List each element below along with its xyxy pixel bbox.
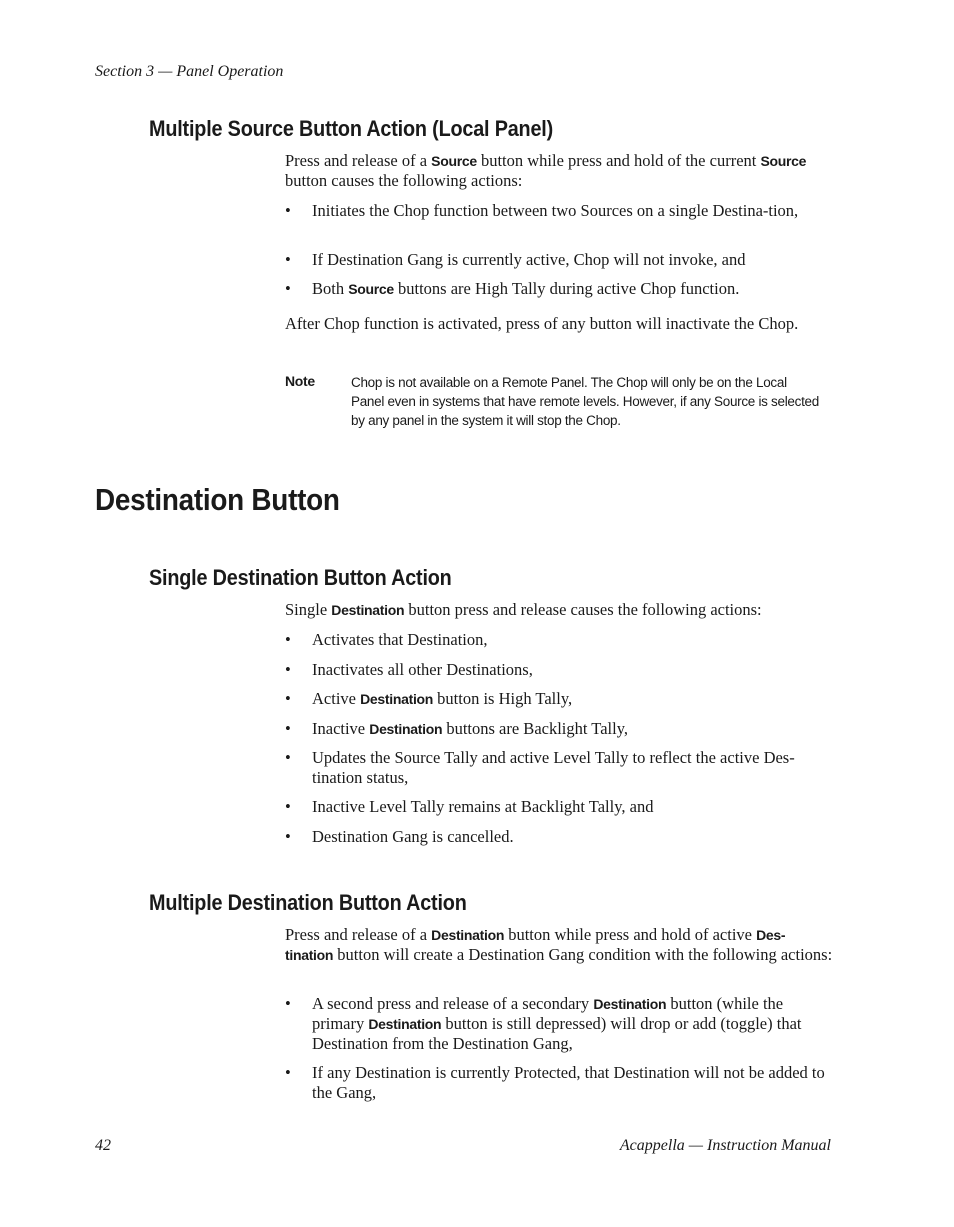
text-run: Inactive: [312, 719, 370, 738]
heading-multiple-source: Multiple Source Button Action (Local Panel): [149, 116, 554, 141]
text-run: button is High Tally,: [433, 689, 573, 708]
list-item-text: Inactive Level Tally remains at Backlight Tally, and: [312, 797, 654, 816]
text-run: button will create a Destination Gang condition with the following actions:: [333, 945, 833, 964]
msb-intro: [285, 151, 833, 191]
list-item: [285, 797, 833, 817]
bullet-icon: •: [285, 250, 291, 269]
keyword-source: Source: [348, 281, 394, 297]
bullet-icon: •: [285, 797, 291, 816]
list-item-text: If any Destination is currently Protected, that Destination will not be added to the Gang,: [312, 1063, 825, 1102]
text-run: Single: [285, 600, 332, 619]
keyword-destination: Destination: [369, 721, 443, 737]
footer-title: Acappella — Instruction Manual: [619, 1137, 831, 1154]
bullet-icon: •: [285, 1063, 291, 1082]
note-label: Note: [285, 373, 315, 389]
running-head: Section 3 — Panel Operation: [95, 63, 284, 80]
note-text: Chop is not available on a Remote Panel. The Chop will only be on the Local Panel even in systems that have remote levels. However, if any Source is selected by any panel in the system it will stop the Chop.: [351, 375, 819, 428]
text-run: Press and release of a: [285, 151, 432, 170]
keyword-destination: Des-tination: [285, 927, 786, 963]
list-item: [285, 719, 833, 739]
list-item-text: Activates that Destination,: [312, 630, 488, 649]
text-run: button press and release causes the following actions:: [404, 600, 762, 619]
keyword-destination: Destination: [593, 996, 667, 1012]
mdb-intro: [285, 925, 833, 965]
text-run: buttons are Backlight Tally,: [442, 719, 629, 738]
keyword-destination: Destination: [331, 602, 405, 618]
text-run: Active: [312, 689, 361, 708]
text-run: Both: [312, 279, 349, 298]
list-item: [285, 994, 833, 1054]
bullet-icon: •: [285, 660, 291, 679]
heading-multiple-destination: Multiple Destination Button Action: [149, 890, 467, 915]
list-item-text: Destination Gang is cancelled.: [312, 827, 514, 846]
bullet-icon: •: [285, 630, 291, 649]
list-item-text: Updates the Source Tally and active Level Tally to reflect the active Des-tination status,: [312, 748, 795, 787]
page-number: 42: [95, 1137, 111, 1154]
heading-destination-button: Destination Button: [95, 482, 340, 517]
list-item: [285, 630, 833, 650]
list-item-text: If Destination Gang is currently active, Chop will not invoke, and: [312, 250, 746, 269]
text-run: button while press and hold of active: [504, 925, 757, 944]
list-item-text: [312, 719, 833, 739]
bullet-icon: •: [285, 748, 291, 767]
msb-after: After Chop function is activated, press of any button will inactivate the Chop.: [285, 314, 799, 333]
list-item-text: Inactivates all other Destinations,: [312, 660, 533, 679]
list-item: [285, 201, 833, 221]
text-run: button (while the primary: [312, 994, 784, 1033]
bullet-icon: •: [285, 827, 291, 846]
sdb-intro: [285, 600, 833, 620]
list-item-text: [312, 994, 833, 1054]
list-item-text: Initiates the Chop function between two Sources on a single Destina-tion,: [312, 201, 799, 220]
keyword-source: Source: [431, 153, 477, 169]
list-item-text: [312, 279, 833, 299]
text-run: buttons are High Tally during active Chop function.: [393, 279, 740, 298]
list-item: [285, 279, 833, 299]
list-item: [285, 748, 833, 788]
bullet-icon: •: [285, 719, 291, 738]
text-run: Press and release of a: [285, 925, 432, 944]
bullet-icon: •: [285, 201, 291, 220]
list-item: [285, 660, 833, 680]
keyword-destination: Destination: [431, 927, 505, 943]
keyword-destination: Destination: [368, 1016, 442, 1032]
list-item-text: [312, 689, 833, 709]
list-item: [285, 827, 833, 847]
text-run: button causes the following actions:: [285, 171, 523, 190]
keyword-source: Source: [760, 153, 807, 169]
heading-single-destination: Single Destination Button Action: [149, 565, 452, 590]
bullet-icon: •: [285, 689, 291, 708]
keyword-destination: Destination: [360, 691, 434, 707]
text-run: button is still depressed) will drop or add (toggle) that Destination from the Destination Gang,: [312, 1014, 802, 1053]
text-run: button while press and hold of the current: [476, 151, 761, 170]
text-run: A second press and release of a secondary: [312, 994, 594, 1013]
bullet-icon: •: [285, 279, 291, 298]
bullet-icon: •: [285, 994, 291, 1013]
list-item: [285, 1063, 833, 1103]
list-item: [285, 250, 833, 270]
list-item: [285, 689, 833, 709]
